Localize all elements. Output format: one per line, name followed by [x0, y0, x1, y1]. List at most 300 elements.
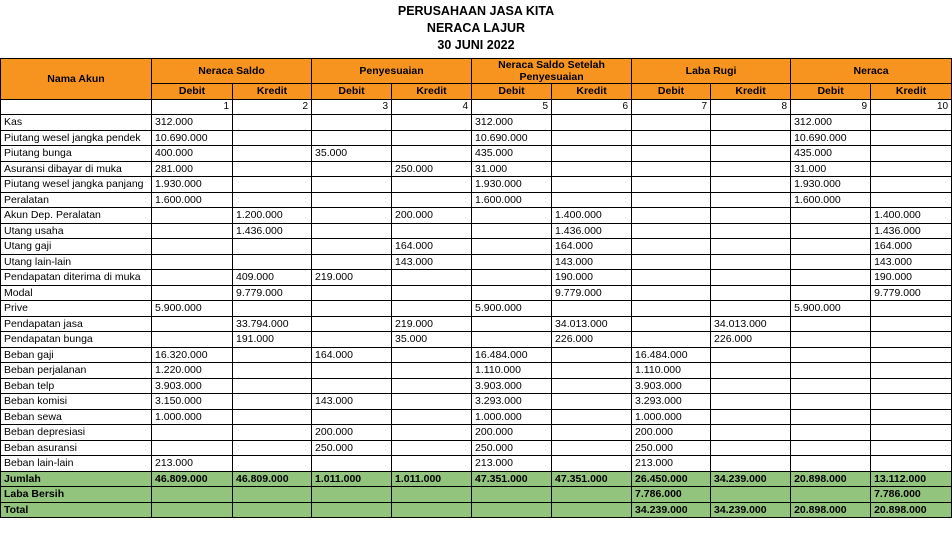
amount-cell — [392, 363, 472, 379]
amount-cell — [472, 270, 552, 286]
amount-cell — [233, 239, 312, 255]
kredit-header: Kredit — [392, 84, 472, 100]
amount-cell — [711, 208, 791, 224]
amount-cell — [552, 363, 632, 379]
column-number: 4 — [392, 99, 472, 115]
group-header: Neraca Saldo Setelah Penyesuaian — [472, 59, 632, 84]
amount-cell — [312, 192, 392, 208]
amount-cell: 3.293.000 — [472, 394, 552, 410]
total-label: Jumlah — [1, 471, 152, 487]
amount-cell — [552, 192, 632, 208]
account-header: Nama Akun — [1, 59, 152, 100]
total-row — [1, 487, 952, 503]
total-amount: 7.786.000 — [871, 487, 952, 503]
amount-cell — [233, 254, 312, 270]
amount-cell — [791, 440, 871, 456]
header-row-groups — [1, 59, 952, 84]
amount-cell — [392, 425, 472, 441]
amount-cell — [233, 378, 312, 394]
table-row — [1, 394, 952, 410]
amount-cell: 5.900.000 — [152, 301, 233, 317]
amount-cell: 250.000 — [632, 440, 711, 456]
total-amount: 1.011.000 — [392, 471, 472, 487]
amount-cell — [711, 130, 791, 146]
amount-cell — [312, 115, 392, 131]
amount-cell: 35.000 — [312, 146, 392, 162]
amount-cell — [791, 239, 871, 255]
table-row — [1, 223, 952, 239]
amount-cell — [871, 363, 952, 379]
table-row — [1, 115, 952, 131]
amount-cell — [711, 425, 791, 441]
account-name: Pendapatan jasa — [1, 316, 152, 332]
amount-cell — [312, 378, 392, 394]
amount-cell — [392, 177, 472, 193]
amount-cell — [392, 456, 472, 472]
amount-cell — [791, 347, 871, 363]
amount-cell — [152, 223, 233, 239]
amount-cell: 1.400.000 — [871, 208, 952, 224]
total-amount — [233, 502, 312, 518]
amount-cell: 312.000 — [472, 115, 552, 131]
amount-cell — [392, 192, 472, 208]
amount-cell — [552, 394, 632, 410]
amount-cell — [472, 254, 552, 270]
amount-cell — [552, 347, 632, 363]
table-row — [1, 146, 952, 162]
amount-cell — [552, 161, 632, 177]
total-amount — [472, 502, 552, 518]
amount-cell — [711, 440, 791, 456]
amount-cell — [233, 115, 312, 131]
column-number: 2 — [233, 99, 312, 115]
total-amount: 13.112.000 — [871, 471, 952, 487]
amount-cell — [312, 409, 392, 425]
amount-cell — [632, 161, 711, 177]
table-row — [1, 409, 952, 425]
column-number: 5 — [472, 99, 552, 115]
table-row — [1, 332, 952, 348]
amount-cell — [233, 161, 312, 177]
account-name: Modal — [1, 285, 152, 301]
amount-cell — [871, 440, 952, 456]
amount-cell — [632, 301, 711, 317]
amount-cell — [233, 363, 312, 379]
amount-cell — [312, 239, 392, 255]
amount-cell: 226.000 — [711, 332, 791, 348]
table-row — [1, 440, 952, 456]
amount-cell: 226.000 — [552, 332, 632, 348]
total-amount: 20.898.000 — [791, 471, 871, 487]
account-name: Beban lain-lain — [1, 456, 152, 472]
amount-cell — [552, 130, 632, 146]
total-amount: 46.809.000 — [233, 471, 312, 487]
amount-cell — [233, 301, 312, 317]
account-rows — [1, 115, 952, 472]
amount-cell: 1.600.000 — [152, 192, 233, 208]
amount-cell: 143.000 — [552, 254, 632, 270]
amount-cell — [632, 192, 711, 208]
total-label: Total — [1, 502, 152, 518]
amount-cell — [871, 394, 952, 410]
amount-cell: 281.000 — [152, 161, 233, 177]
debit-header: Debit — [632, 84, 711, 100]
amount-cell — [392, 440, 472, 456]
amount-cell: 143.000 — [392, 254, 472, 270]
amount-cell — [791, 409, 871, 425]
worksheet-table — [0, 58, 952, 518]
amount-cell — [392, 270, 472, 286]
account-name: Pendapatan bunga — [1, 332, 152, 348]
total-amount — [472, 487, 552, 503]
amount-cell — [711, 347, 791, 363]
amount-cell: 3.293.000 — [632, 394, 711, 410]
amount-cell — [632, 223, 711, 239]
amount-cell — [233, 177, 312, 193]
amount-cell — [233, 409, 312, 425]
amount-cell — [791, 285, 871, 301]
table-row — [1, 347, 952, 363]
amount-cell: 219.000 — [392, 316, 472, 332]
amount-cell: 200.000 — [312, 425, 392, 441]
table-row — [1, 254, 952, 270]
account-name: Piutang wesel jangka pendek — [1, 130, 152, 146]
amount-cell: 1.930.000 — [152, 177, 233, 193]
amount-cell — [711, 192, 791, 208]
amount-cell — [552, 440, 632, 456]
amount-cell — [711, 394, 791, 410]
total-amount — [711, 487, 791, 503]
group-header: Neraca Saldo — [152, 59, 312, 84]
amount-cell: 3.150.000 — [152, 394, 233, 410]
amount-cell: 143.000 — [312, 394, 392, 410]
amount-cell — [392, 223, 472, 239]
account-name: Prive — [1, 301, 152, 317]
amount-cell — [871, 161, 952, 177]
column-number: 10 — [871, 99, 952, 115]
amount-cell — [152, 239, 233, 255]
amount-cell — [711, 177, 791, 193]
amount-cell: 16.320.000 — [152, 347, 233, 363]
debit-header: Debit — [791, 84, 871, 100]
amount-cell — [392, 394, 472, 410]
amount-cell — [791, 223, 871, 239]
amount-cell: 1.000.000 — [632, 409, 711, 425]
amount-cell: 16.484.000 — [632, 347, 711, 363]
amount-cell — [871, 316, 952, 332]
debit-header: Debit — [312, 84, 392, 100]
total-amount — [552, 502, 632, 518]
total-amount: 46.809.000 — [152, 471, 233, 487]
amount-cell: 200.000 — [472, 425, 552, 441]
amount-cell — [711, 285, 791, 301]
amount-cell — [152, 316, 233, 332]
table-row — [1, 239, 952, 255]
amount-cell — [312, 332, 392, 348]
amount-cell: 312.000 — [152, 115, 233, 131]
amount-cell — [711, 270, 791, 286]
amount-cell: 190.000 — [552, 270, 632, 286]
amount-cell — [711, 239, 791, 255]
account-name: Beban asuransi — [1, 440, 152, 456]
group-header: Laba Rugi — [632, 59, 791, 84]
amount-cell: 3.903.000 — [472, 378, 552, 394]
table-row — [1, 130, 952, 146]
column-number: 3 — [312, 99, 392, 115]
account-name: Peralatan — [1, 192, 152, 208]
account-name: Pendapatan diterima di muka — [1, 270, 152, 286]
amount-cell: 435.000 — [472, 146, 552, 162]
amount-cell: 3.903.000 — [152, 378, 233, 394]
total-amount — [312, 502, 392, 518]
amount-cell: 33.794.000 — [233, 316, 312, 332]
amount-cell: 219.000 — [312, 270, 392, 286]
amount-cell: 1.000.000 — [152, 409, 233, 425]
total-amount: 34.239.000 — [711, 471, 791, 487]
total-amount: 34.239.000 — [632, 502, 711, 518]
account-name: Utang lain-lain — [1, 254, 152, 270]
amount-cell: 1.400.000 — [552, 208, 632, 224]
account-name: Piutang bunga — [1, 146, 152, 162]
account-name: Kas — [1, 115, 152, 131]
amount-cell — [152, 270, 233, 286]
kredit-header: Kredit — [233, 84, 312, 100]
amount-cell — [791, 270, 871, 286]
amount-cell — [312, 130, 392, 146]
amount-cell — [711, 223, 791, 239]
amount-cell — [472, 239, 552, 255]
amount-cell — [152, 208, 233, 224]
table-row — [1, 456, 952, 472]
amount-cell: 1.600.000 — [791, 192, 871, 208]
amount-cell: 9.779.000 — [233, 285, 312, 301]
amount-cell — [632, 208, 711, 224]
total-amount — [152, 502, 233, 518]
account-name: Beban telp — [1, 378, 152, 394]
debit-header: Debit — [152, 84, 233, 100]
amount-cell — [552, 456, 632, 472]
amount-cell — [791, 456, 871, 472]
total-label: Laba Bersih — [1, 487, 152, 503]
amount-cell: 31.000 — [472, 161, 552, 177]
kredit-header: Kredit — [711, 84, 791, 100]
column-number: 9 — [791, 99, 871, 115]
table-row — [1, 161, 952, 177]
amount-cell: 34.013.000 — [711, 316, 791, 332]
amount-cell: 250.000 — [312, 440, 392, 456]
report-title-block — [0, 0, 952, 58]
amount-cell — [392, 378, 472, 394]
amount-cell — [552, 177, 632, 193]
amount-cell — [632, 130, 711, 146]
amount-cell — [632, 115, 711, 131]
amount-cell — [472, 316, 552, 332]
amount-cell — [791, 208, 871, 224]
debit-header: Debit — [472, 84, 552, 100]
amount-cell — [711, 161, 791, 177]
amount-cell — [233, 146, 312, 162]
amount-cell: 9.779.000 — [552, 285, 632, 301]
amount-cell — [632, 177, 711, 193]
amount-cell — [312, 456, 392, 472]
amount-cell — [392, 347, 472, 363]
amount-cell: 35.000 — [392, 332, 472, 348]
amount-cell — [152, 425, 233, 441]
amount-cell — [152, 285, 233, 301]
amount-cell: 213.000 — [632, 456, 711, 472]
amount-cell: 10.690.000 — [791, 130, 871, 146]
amount-cell — [791, 254, 871, 270]
amount-cell — [871, 332, 952, 348]
amount-cell — [632, 332, 711, 348]
total-amount: 7.786.000 — [632, 487, 711, 503]
amount-cell — [472, 223, 552, 239]
amount-cell — [312, 254, 392, 270]
amount-cell — [552, 115, 632, 131]
amount-cell: 1.930.000 — [791, 177, 871, 193]
amount-cell: 213.000 — [152, 456, 233, 472]
table-row — [1, 425, 952, 441]
amount-cell: 1.436.000 — [871, 223, 952, 239]
total-amount — [791, 487, 871, 503]
amount-cell: 1.436.000 — [233, 223, 312, 239]
table-row — [1, 301, 952, 317]
amount-cell: 1.110.000 — [472, 363, 552, 379]
table-row — [1, 192, 952, 208]
amount-cell: 10.690.000 — [152, 130, 233, 146]
amount-cell: 312.000 — [791, 115, 871, 131]
amount-cell: 435.000 — [791, 146, 871, 162]
account-name: Beban perjalanan — [1, 363, 152, 379]
column-number-row — [1, 99, 952, 115]
table-row — [1, 316, 952, 332]
account-name: Beban sewa — [1, 409, 152, 425]
amount-cell — [233, 425, 312, 441]
total-row — [1, 502, 952, 518]
amount-cell: 1.930.000 — [472, 177, 552, 193]
amount-cell — [392, 285, 472, 301]
group-header: Neraca — [791, 59, 952, 84]
amount-cell — [552, 425, 632, 441]
amount-cell — [152, 332, 233, 348]
amount-cell: 34.013.000 — [552, 316, 632, 332]
amount-cell — [791, 332, 871, 348]
account-name: Asuransi dibayar di muka — [1, 161, 152, 177]
column-number: 1 — [152, 99, 233, 115]
amount-cell — [632, 316, 711, 332]
amount-cell — [632, 285, 711, 301]
total-amount: 47.351.000 — [472, 471, 552, 487]
amount-cell — [312, 363, 392, 379]
amount-cell — [233, 347, 312, 363]
company-name: PERUSAHAAN JASA KITA — [397, 4, 555, 18]
amount-cell — [472, 208, 552, 224]
amount-cell: 250.000 — [472, 440, 552, 456]
amount-cell — [233, 192, 312, 208]
table-row — [1, 208, 952, 224]
amount-cell — [871, 409, 952, 425]
amount-cell: 10.690.000 — [472, 130, 552, 146]
amount-cell: 5.900.000 — [472, 301, 552, 317]
amount-cell: 213.000 — [472, 456, 552, 472]
amount-cell: 5.900.000 — [791, 301, 871, 317]
account-name: Utang gaji — [1, 239, 152, 255]
amount-cell: 16.484.000 — [472, 347, 552, 363]
amount-cell — [392, 301, 472, 317]
amount-cell — [552, 301, 632, 317]
amount-cell — [871, 425, 952, 441]
amount-cell — [312, 301, 392, 317]
amount-cell — [233, 456, 312, 472]
amount-cell: 1.436.000 — [552, 223, 632, 239]
amount-cell — [791, 394, 871, 410]
amount-cell — [711, 115, 791, 131]
amount-cell — [871, 130, 952, 146]
amount-cell — [632, 239, 711, 255]
total-amount — [152, 487, 233, 503]
amount-cell: 1.220.000 — [152, 363, 233, 379]
table-row — [1, 378, 952, 394]
amount-cell — [392, 130, 472, 146]
amount-cell — [711, 301, 791, 317]
amount-cell — [711, 363, 791, 379]
account-name: Beban gaji — [1, 347, 152, 363]
amount-cell — [871, 378, 952, 394]
amount-cell: 1.000.000 — [472, 409, 552, 425]
amount-cell: 164.000 — [392, 239, 472, 255]
account-name: Utang usaha — [1, 223, 152, 239]
amount-cell — [871, 301, 952, 317]
report-date: 30 JUNI 2022 — [437, 38, 515, 52]
amount-cell: 1.110.000 — [632, 363, 711, 379]
kredit-header: Kredit — [552, 84, 632, 100]
column-number: 6 — [552, 99, 632, 115]
amount-cell: 9.779.000 — [871, 285, 952, 301]
amount-cell — [791, 363, 871, 379]
total-amount — [233, 487, 312, 503]
total-amount — [392, 487, 472, 503]
total-amount: 47.351.000 — [552, 471, 632, 487]
amount-cell — [711, 409, 791, 425]
amount-cell: 1.600.000 — [472, 192, 552, 208]
account-name: Beban depresiasi — [1, 425, 152, 441]
amount-cell: 191.000 — [233, 332, 312, 348]
amount-cell: 400.000 — [152, 146, 233, 162]
total-amount: 20.898.000 — [791, 502, 871, 518]
amount-cell: 31.000 — [791, 161, 871, 177]
amount-cell: 250.000 — [392, 161, 472, 177]
total-amount — [392, 502, 472, 518]
amount-cell: 164.000 — [552, 239, 632, 255]
amount-cell: 164.000 — [312, 347, 392, 363]
amount-cell — [632, 146, 711, 162]
amount-cell — [871, 115, 952, 131]
total-amount — [552, 487, 632, 503]
amount-cell — [233, 440, 312, 456]
amount-cell — [472, 285, 552, 301]
table-row — [1, 177, 952, 193]
amount-cell: 164.000 — [871, 239, 952, 255]
amount-cell — [312, 208, 392, 224]
kredit-header: Kredit — [871, 84, 952, 100]
amount-cell — [152, 254, 233, 270]
table-row — [1, 270, 952, 286]
total-amount: 1.011.000 — [312, 471, 392, 487]
table-row — [1, 363, 952, 379]
amount-cell — [312, 177, 392, 193]
total-amount: 34.239.000 — [711, 502, 791, 518]
amount-cell: 409.000 — [233, 270, 312, 286]
